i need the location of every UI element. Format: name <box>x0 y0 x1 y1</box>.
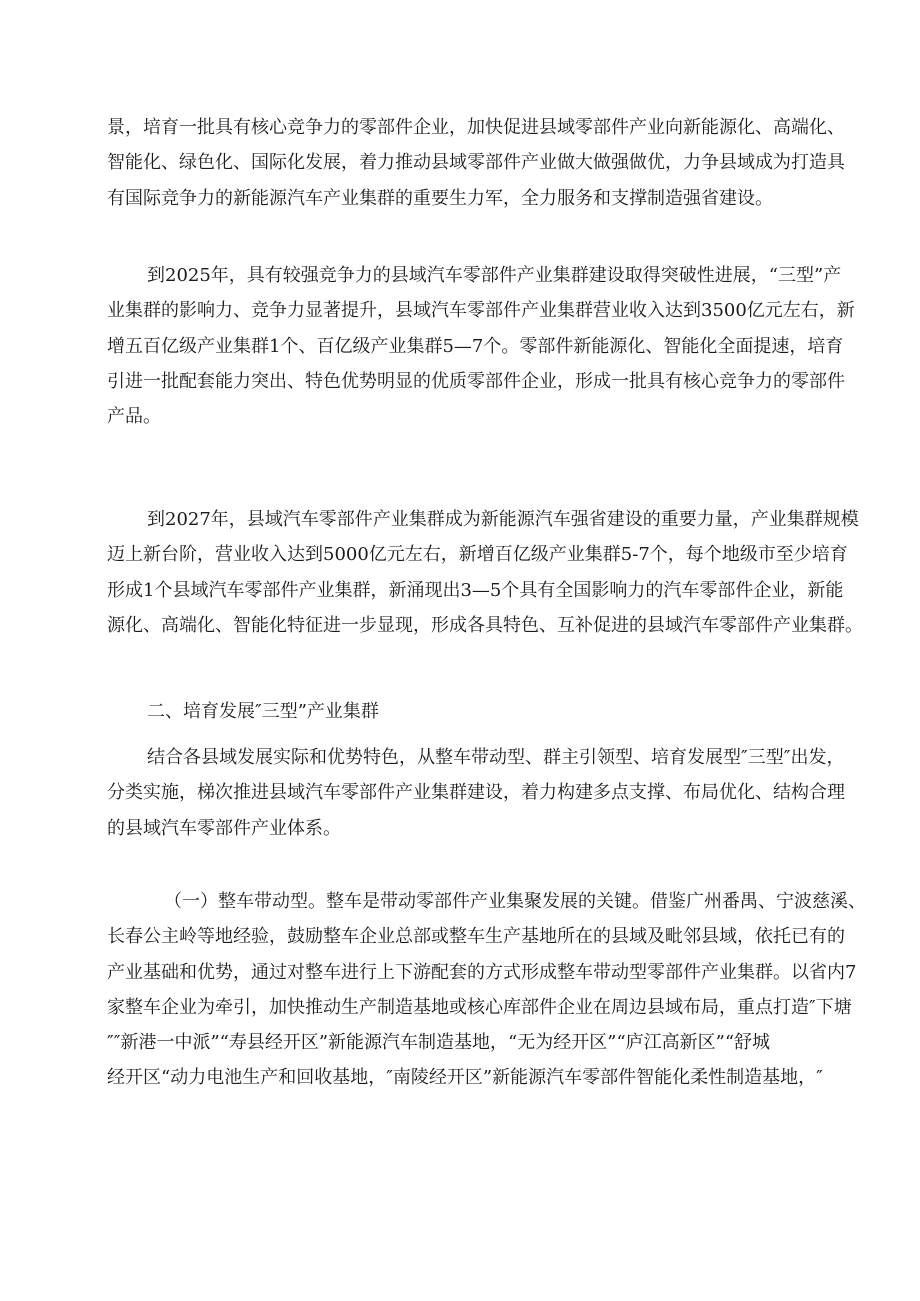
text-line: 引进一批配套能力突出、特色优势明显的优质零部件企业，形成一批具有核心竞争力的零部件 <box>107 370 845 392</box>
text-line: 经开区“动力电池生产和回收基地，″南陵经开区”新能源汽车零部件智能化柔性制造基地，″ <box>107 1067 823 1089</box>
paragraph-2025-goals <box>107 258 855 434</box>
paragraph-three-types <box>107 740 845 846</box>
text-line: 产业基础和优势，通过对整车进行上下游配套的方式形成整车带动型零部件产业集群。以省内7 <box>107 961 857 983</box>
text-line: 的县域汽车零部件产业体系。 <box>107 817 341 839</box>
text-line: 增五百亿级产业集群1个、百亿级产业集群5—7个。零部件新能源化、智能化全面提速，培育 <box>107 335 844 357</box>
text-line: （一）整车带动型。整车是带动零部件产业集聚发展的关键。借鉴广州番禺、宁波慈溪、 <box>164 891 866 912</box>
text-line: 形成1个县域汽车零部件产业集群，新涌现出3—5个具有全国影响力的汽车零部件企业，新能 <box>107 579 844 601</box>
text-line: ″″新港一中派”“寿县经开区”新能源汽车制造基地，“无为经开区”“庐江高新区”“舒城 <box>107 1032 771 1054</box>
section-heading <box>107 694 817 729</box>
text-line: 到2027年，县域汽车零部件产业集群成为新能源汽车强省建设的重要力量，产业集群规模 <box>147 509 859 530</box>
text-line: 分类实施，梯次推进县域汽车零部件产业集群建设，着力构建多点支撑、布局优化、结构合理 <box>107 782 845 804</box>
text-line: 家整车企业为牵引，加快推动生产制造基地或核心库部件企业在周边县域布局，重点打造″下塘 <box>107 996 852 1018</box>
text-line: 长春公主岭等地经验，鼓励整车企业总部或整车生产基地所在的县域及毗邻县域，依托已有的 <box>107 926 845 948</box>
paragraph-continuation <box>107 110 845 216</box>
text-line: 智能化、绿色化、国际化发展，着力推动县域零部件产业做大做强做优，力争县域成为打造具 <box>107 152 845 174</box>
text-line: 景，培育一批具有核心竞争力的零部件企业，加快促进县域零部件产业向新能源化、高端化、 <box>107 117 845 138</box>
paragraph-vehicle-driven <box>107 884 866 1096</box>
text-line: 迈上新台阶，营业收入达到5000亿元左右，新增百亿级产业集群5-7个，每个地级市至少培育 <box>107 544 848 566</box>
paragraph-2027-goals <box>107 502 863 643</box>
text-line: 有国际竞争力的新能源汽车产业集群的重要生力军，全力服务和支撑制造强省建设。 <box>107 187 773 209</box>
text-line: 源化、高端化、智能化特征进一步显现，形成各具特色、互补促进的县域汽车零部件产业集群。 <box>107 614 863 636</box>
text-line: 到2025年，具有较强竞争力的县域汽车零部件产业集群建设取得突破性进展，“三型”产 <box>147 265 842 286</box>
text-line: 结合各县域发展实际和优势特色，从整车带动型、群主引领型、培育发展型″三型″出发， <box>147 747 845 768</box>
text-line: 产品。 <box>107 406 161 428</box>
section-title: 二、培育发展″三型”产业集群 <box>147 701 379 722</box>
text-line: 业集群的影响力、竞争力显著提升，县域汽车零部件产业集群营业收入达到3500亿元左右，新 <box>107 300 855 322</box>
